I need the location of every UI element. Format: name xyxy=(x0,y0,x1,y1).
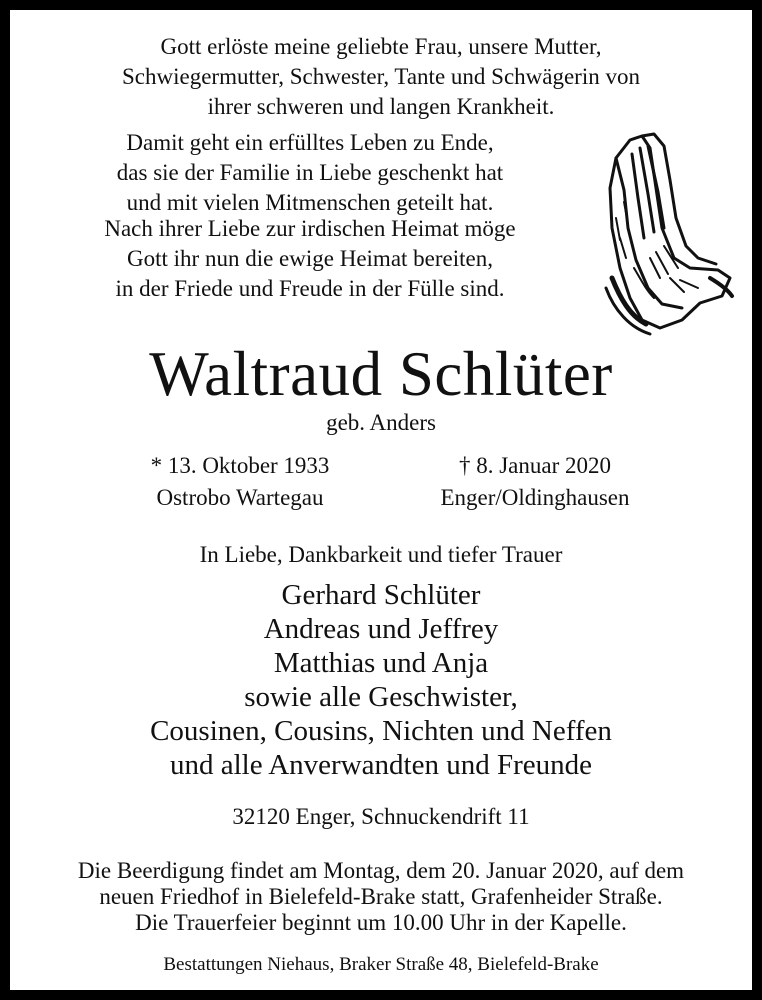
family-member: Matthias und Anja xyxy=(273,647,489,679)
mourning-heading: In Liebe, Dankbarkeit und tiefer Trauer xyxy=(199,542,563,567)
funeral-line: Die Trauerfeier beginnt um 10.00 Uhr in der Kapelle. xyxy=(135,910,627,935)
death-block xyxy=(400,450,670,514)
family-member: Gerhard Schlüter xyxy=(281,579,481,611)
funeral-line: Die Beerdigung findet am Montag, dem 20. Januar 2020, auf dem xyxy=(77,858,685,883)
death-date: † 8. Januar 2020 xyxy=(458,453,612,478)
verse-line: Damit geht ein erfülltes Leben zu Ende, xyxy=(126,130,494,155)
verse-line: Nach ihrer Liebe zur irdischen Heimat möge xyxy=(104,216,516,241)
intro-line: Gott erlöste meine geliebte Frau, unsere Mutter, xyxy=(160,34,602,59)
verse-line: in der Friede und Freude in der Fülle sind. xyxy=(115,276,505,301)
verse-line: und mit vielen Mitmenschen geteilt hat. xyxy=(126,190,494,215)
maiden-name: geb. Anders xyxy=(326,410,436,435)
birth-date: * 13. Oktober 1933 xyxy=(150,453,330,478)
intro-line: ihrer schweren und langen Krankheit. xyxy=(207,94,555,119)
deceased-name: Waltraud Schlüter xyxy=(149,339,613,409)
death-place: Enger/Oldinghausen xyxy=(440,485,630,510)
birth-place: Ostrobo Wartegau xyxy=(156,485,324,510)
family-member: Cousinen, Cousins, Nichten und Neffen xyxy=(150,715,612,747)
address: 32120 Enger, Schnuckendrift 11 xyxy=(232,804,530,829)
undertaker: Bestattungen Niehaus, Braker Straße 48, Bielefeld-Brake xyxy=(163,954,599,975)
birth-block xyxy=(110,450,370,514)
intro-line: Schwiegermutter, Schwester, Tante und Schwägerin von xyxy=(122,64,640,89)
verse-2 xyxy=(50,214,570,304)
family-member: Andreas und Jeffrey xyxy=(263,613,499,645)
family-member: sowie alle Geschwister, xyxy=(244,681,518,713)
verse-line: das sie der Familie in Liebe geschenkt hat xyxy=(116,160,504,185)
family-member: und alle Anverwandten und Freunde xyxy=(169,749,592,781)
verse-line: Gott ihr nun die ewige Heimat bereiten, xyxy=(127,246,493,271)
praying-hands-icon xyxy=(590,128,740,338)
verse-1 xyxy=(50,128,570,218)
funeral-line: neuen Friedhof in Bielefeld-Brake statt, Grafenheider Straße. xyxy=(99,884,663,909)
